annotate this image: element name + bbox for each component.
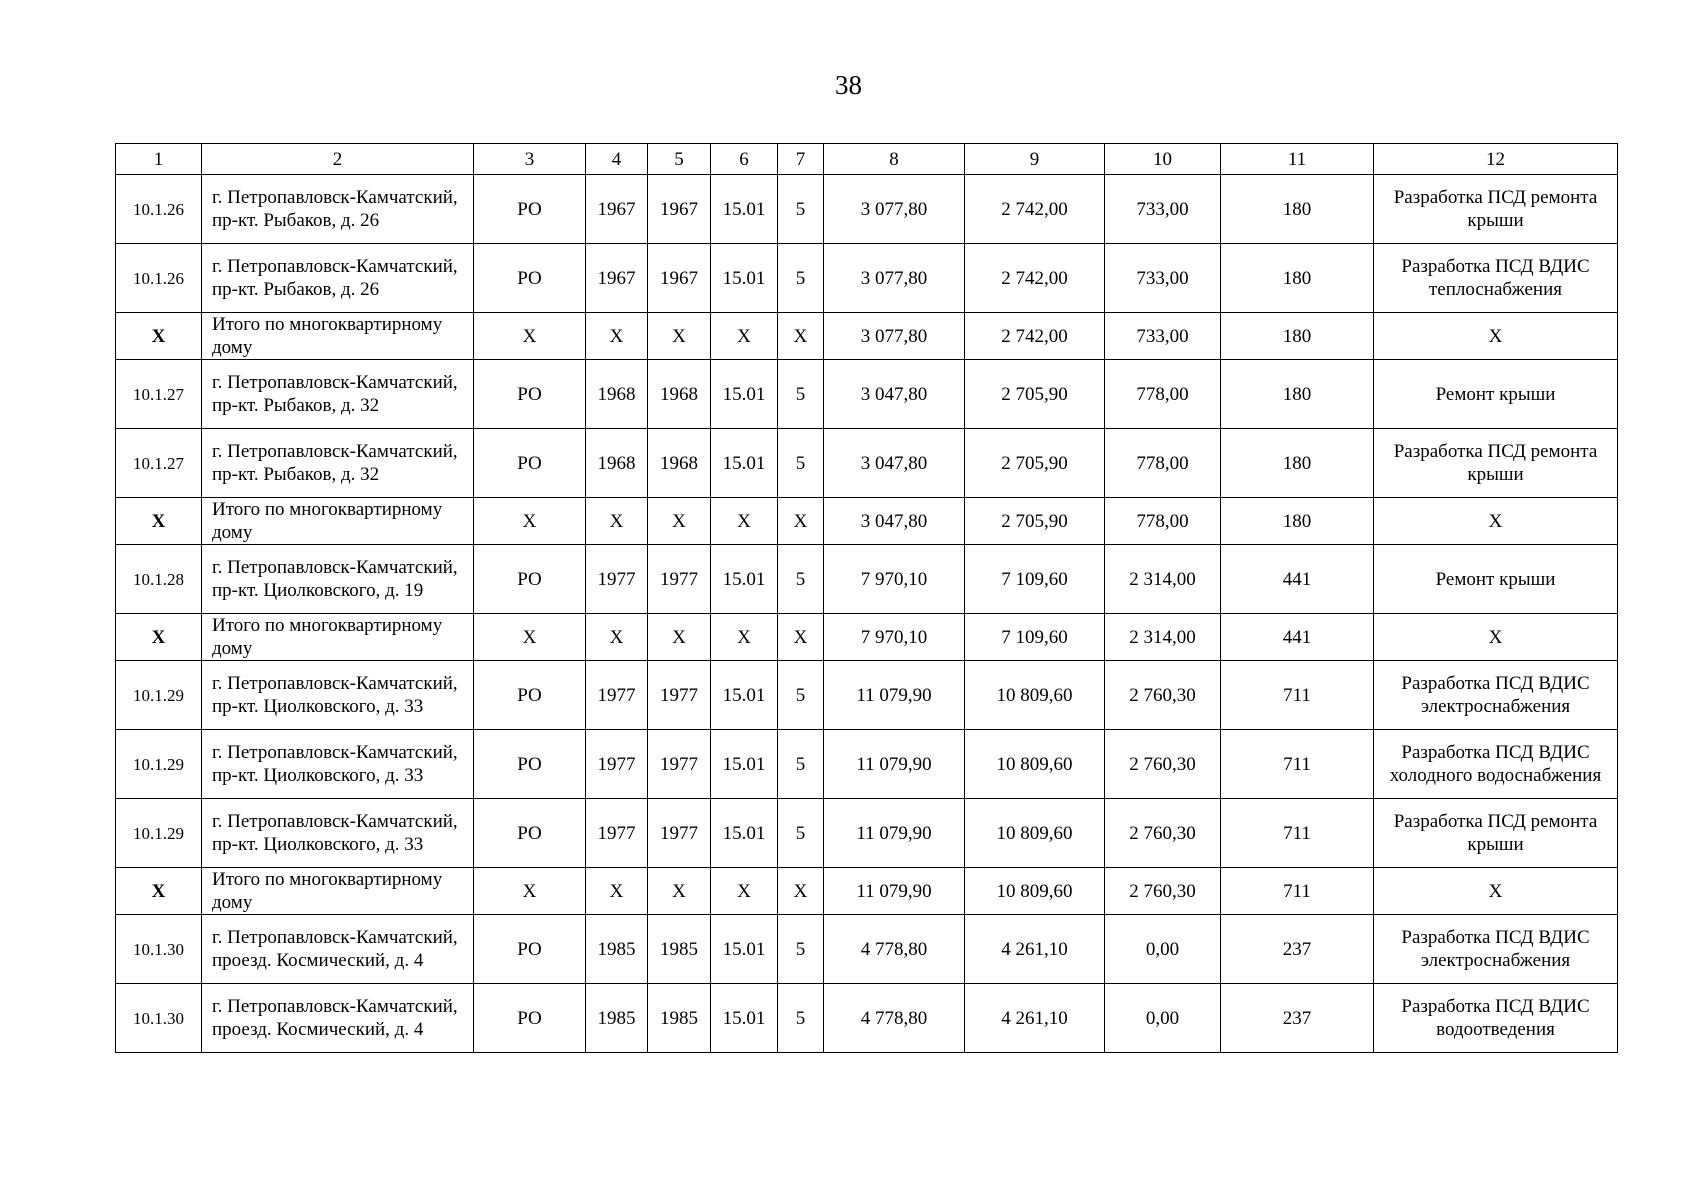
table-cell-col9: 2 705,90 xyxy=(965,360,1105,429)
page-number: 38 xyxy=(835,70,862,100)
table-row xyxy=(116,429,1618,498)
table-cell-col4: 1985 xyxy=(586,915,648,984)
table-cell-col7: 5 xyxy=(778,915,824,984)
table-cell-col7: Х xyxy=(778,868,824,915)
table-cell-col7: 5 xyxy=(778,730,824,799)
table-cell-col5: 1985 xyxy=(648,915,711,984)
table-cell-col10: 778,00 xyxy=(1105,429,1221,498)
table-cell-col2: г. Петропавловск-Камчатский, пр-кт. Рыбаков, д. 26 xyxy=(202,175,474,244)
table-cell-col7: 5 xyxy=(778,175,824,244)
table-cell-col3: РО xyxy=(474,661,586,730)
table-cell-col8: 3 077,80 xyxy=(824,175,965,244)
table-cell-col11: 711 xyxy=(1221,730,1374,799)
table-cell-col5: Х xyxy=(648,498,711,545)
table-cell-col10: 733,00 xyxy=(1105,244,1221,313)
column-header: 1 xyxy=(116,144,202,175)
table-cell-col8: 4 778,80 xyxy=(824,915,965,984)
table-cell-col1: Х xyxy=(116,614,202,661)
table-cell-col1: Х xyxy=(116,868,202,915)
table-cell-col11: 180 xyxy=(1221,175,1374,244)
table-cell-col8: 7 970,10 xyxy=(824,614,965,661)
header-row xyxy=(116,144,1618,175)
table-cell-col10: 0,00 xyxy=(1105,984,1221,1053)
table-cell-col9: 10 809,60 xyxy=(965,799,1105,868)
table-cell-col4: Х xyxy=(586,868,648,915)
table-cell-col8: 7 970,10 xyxy=(824,545,965,614)
table-cell-col3: РО xyxy=(474,915,586,984)
table-cell-col4: 1967 xyxy=(586,244,648,313)
table-cell-col5: 1967 xyxy=(648,175,711,244)
table-cell-col2: г. Петропавловск-Камчатский, пр-кт. Циолковского, д. 33 xyxy=(202,730,474,799)
table-cell-col5: 1967 xyxy=(648,244,711,313)
table-cell-col1: 10.1.29 xyxy=(116,799,202,868)
table-cell-col6: 15.01 xyxy=(711,799,778,868)
table-cell-col3: Х xyxy=(474,614,586,661)
table-cell-col4: Х xyxy=(586,614,648,661)
table-cell-col12: Разработка ПСД ремонта крыши xyxy=(1374,429,1618,498)
register-table xyxy=(115,143,1618,1053)
table-cell-col6: 15.01 xyxy=(711,730,778,799)
table-cell-col10: 2 314,00 xyxy=(1105,545,1221,614)
table-row xyxy=(116,244,1618,313)
table-cell-col12: Разработка ПСД ремонта крыши xyxy=(1374,799,1618,868)
table-cell-col9: 4 261,10 xyxy=(965,984,1105,1053)
table-cell-col9: 2 742,00 xyxy=(965,175,1105,244)
table-cell-col3: РО xyxy=(474,429,586,498)
table-cell-col11: 441 xyxy=(1221,614,1374,661)
table-cell-col9: 4 261,10 xyxy=(965,915,1105,984)
table-cell-col5: 1968 xyxy=(648,429,711,498)
table-cell-col9: 7 109,60 xyxy=(965,614,1105,661)
table-cell-col7: Х xyxy=(778,498,824,545)
table-cell-col7: 5 xyxy=(778,360,824,429)
table-cell-col4: 1985 xyxy=(586,984,648,1053)
table-cell-col3: РО xyxy=(474,175,586,244)
table-cell-col5: Х xyxy=(648,868,711,915)
table-cell-col11: 237 xyxy=(1221,915,1374,984)
table-cell-col6: Х xyxy=(711,868,778,915)
table-cell-col3: РО xyxy=(474,545,586,614)
table-cell-col8: 3 047,80 xyxy=(824,360,965,429)
table-cell-col10: 733,00 xyxy=(1105,313,1221,360)
table-cell-col6: Х xyxy=(711,498,778,545)
total-row xyxy=(116,313,1618,360)
table-row xyxy=(116,799,1618,868)
column-header: 2 xyxy=(202,144,474,175)
total-row xyxy=(116,868,1618,915)
column-header: 12 xyxy=(1374,144,1618,175)
table-cell-col2: г. Петропавловск-Камчатский, проезд. Космический, д. 4 xyxy=(202,915,474,984)
table-cell-col3: РО xyxy=(474,360,586,429)
column-header: 7 xyxy=(778,144,824,175)
table-row xyxy=(116,545,1618,614)
table-cell-col10: 778,00 xyxy=(1105,498,1221,545)
table-cell-col6: 15.01 xyxy=(711,545,778,614)
table-cell-col2: Итого по многоквартирному дому xyxy=(202,868,474,915)
table-cell-col10: 2 760,30 xyxy=(1105,868,1221,915)
table-cell-col8: 11 079,90 xyxy=(824,661,965,730)
table-cell-col8: 11 079,90 xyxy=(824,730,965,799)
table-cell-col7: 5 xyxy=(778,545,824,614)
table-cell-col5: 1977 xyxy=(648,730,711,799)
table-cell-col1: 10.1.30 xyxy=(116,984,202,1053)
table-cell-col3: РО xyxy=(474,984,586,1053)
table-cell-col11: 180 xyxy=(1221,360,1374,429)
table-cell-col4: 1977 xyxy=(586,730,648,799)
table-cell-col12: Разработка ПСД ВДИС теплоснабжения xyxy=(1374,244,1618,313)
table-cell-col3: Х xyxy=(474,313,586,360)
table-cell-col10: 2 760,30 xyxy=(1105,730,1221,799)
table-cell-col6: 15.01 xyxy=(711,915,778,984)
column-header: 9 xyxy=(965,144,1105,175)
table-cell-col3: Х xyxy=(474,868,586,915)
table-cell-col4: 1977 xyxy=(586,661,648,730)
table-cell-col4: Х xyxy=(586,498,648,545)
table-cell-col10: 2 760,30 xyxy=(1105,661,1221,730)
table-cell-col6: 15.01 xyxy=(711,429,778,498)
table-cell-col8: 3 077,80 xyxy=(824,313,965,360)
table-cell-col2: г. Петропавловск-Камчатский, пр-кт. Циолковского, д. 19 xyxy=(202,545,474,614)
table-cell-col9: 2 742,00 xyxy=(965,313,1105,360)
table-cell-col12: Х xyxy=(1374,614,1618,661)
table-cell-col2: г. Петропавловск-Камчатский, пр-кт. Циолковского, д. 33 xyxy=(202,661,474,730)
table-cell-col3: РО xyxy=(474,730,586,799)
table-row xyxy=(116,175,1618,244)
table-cell-col10: 778,00 xyxy=(1105,360,1221,429)
table-cell-col4: 1977 xyxy=(586,545,648,614)
table-cell-col6: 15.01 xyxy=(711,984,778,1053)
total-row xyxy=(116,614,1618,661)
table-cell-col9: 2 742,00 xyxy=(965,244,1105,313)
table-cell-col4: 1977 xyxy=(586,799,648,868)
table-cell-col1: 10.1.29 xyxy=(116,730,202,799)
table-cell-col1: 10.1.27 xyxy=(116,429,202,498)
column-header: 6 xyxy=(711,144,778,175)
table-cell-col7: 5 xyxy=(778,799,824,868)
table-cell-col11: 711 xyxy=(1221,868,1374,915)
table-cell-col9: 2 705,90 xyxy=(965,498,1105,545)
table-cell-col8: 11 079,90 xyxy=(824,868,965,915)
table-cell-col11: 180 xyxy=(1221,429,1374,498)
table-cell-col6: Х xyxy=(711,313,778,360)
table-cell-col2: Итого по многоквартирному дому xyxy=(202,498,474,545)
table-cell-col4: Х xyxy=(586,313,648,360)
table-cell-col4: 1968 xyxy=(586,360,648,429)
table-cell-col7: 5 xyxy=(778,984,824,1053)
table-cell-col11: 711 xyxy=(1221,799,1374,868)
table-cell-col6: 15.01 xyxy=(711,360,778,429)
table-cell-col10: 2 314,00 xyxy=(1105,614,1221,661)
table-cell-col1: 10.1.27 xyxy=(116,360,202,429)
table-cell-col11: 441 xyxy=(1221,545,1374,614)
table-row xyxy=(116,730,1618,799)
table-cell-col6: Х xyxy=(711,614,778,661)
table-cell-col9: 7 109,60 xyxy=(965,545,1105,614)
table-cell-col8: 3 077,80 xyxy=(824,244,965,313)
table-cell-col1: Х xyxy=(116,313,202,360)
table-cell-col8: 4 778,80 xyxy=(824,984,965,1053)
table-cell-col1: 10.1.26 xyxy=(116,244,202,313)
table-row xyxy=(116,984,1618,1053)
table-cell-col6: 15.01 xyxy=(711,661,778,730)
table-cell-col2: г. Петропавловск-Камчатский, пр-кт. Рыбаков, д. 26 xyxy=(202,244,474,313)
table-cell-col10: 733,00 xyxy=(1105,175,1221,244)
table-cell-col11: 180 xyxy=(1221,498,1374,545)
table-cell-col6: 15.01 xyxy=(711,244,778,313)
table-cell-col7: Х xyxy=(778,614,824,661)
table-cell-col12: Ремонт крыши xyxy=(1374,360,1618,429)
table-cell-col11: 180 xyxy=(1221,313,1374,360)
table-cell-col7: 5 xyxy=(778,244,824,313)
table-cell-col8: 3 047,80 xyxy=(824,498,965,545)
table-cell-col6: 15.01 xyxy=(711,175,778,244)
column-header: 11 xyxy=(1221,144,1374,175)
table-cell-col12: Х xyxy=(1374,498,1618,545)
table-cell-col10: 2 760,30 xyxy=(1105,799,1221,868)
table-cell-col12: Ремонт крыши xyxy=(1374,545,1618,614)
table-cell-col12: Разработка ПСД ВДИС электроснабжения xyxy=(1374,661,1618,730)
table-cell-col1: 10.1.26 xyxy=(116,175,202,244)
table-row xyxy=(116,915,1618,984)
column-header: 8 xyxy=(824,144,965,175)
table-cell-col9: 10 809,60 xyxy=(965,868,1105,915)
table-cell-col7: 5 xyxy=(778,661,824,730)
table-cell-col12: Х xyxy=(1374,313,1618,360)
table-cell-col9: 10 809,60 xyxy=(965,661,1105,730)
table-cell-col7: 5 xyxy=(778,429,824,498)
table-cell-col5: 1985 xyxy=(648,984,711,1053)
table-cell-col2: г. Петропавловск-Камчатский, пр-кт. Рыбаков, д. 32 xyxy=(202,360,474,429)
table-cell-col5: 1968 xyxy=(648,360,711,429)
table-cell-col2: г. Петропавловск-Камчатский, пр-кт. Циолковского, д. 33 xyxy=(202,799,474,868)
table-cell-col8: 11 079,90 xyxy=(824,799,965,868)
column-header: 5 xyxy=(648,144,711,175)
table-cell-col5: Х xyxy=(648,313,711,360)
table-cell-col2: Итого по многоквартирному дому xyxy=(202,614,474,661)
table-row xyxy=(116,360,1618,429)
table-cell-col12: Разработка ПСД ВДИС холодного водоснабжения xyxy=(1374,730,1618,799)
table-row xyxy=(116,661,1618,730)
table-cell-col2: Итого по многоквартирному дому xyxy=(202,313,474,360)
table-cell-col8: 3 047,80 xyxy=(824,429,965,498)
table-cell-col12: Х xyxy=(1374,868,1618,915)
table-cell-col5: 1977 xyxy=(648,661,711,730)
column-header: 4 xyxy=(586,144,648,175)
table-cell-col5: Х xyxy=(648,614,711,661)
table-cell-col1: 10.1.28 xyxy=(116,545,202,614)
table-cell-col2: г. Петропавловск-Камчатский, пр-кт. Рыбаков, д. 32 xyxy=(202,429,474,498)
total-row xyxy=(116,498,1618,545)
table-cell-col12: Разработка ПСД ВДИС водоотведения xyxy=(1374,984,1618,1053)
table-cell-col1: 10.1.30 xyxy=(116,915,202,984)
column-header: 3 xyxy=(474,144,586,175)
table-cell-col11: 180 xyxy=(1221,244,1374,313)
table-cell-col12: Разработка ПСД ремонта крыши xyxy=(1374,175,1618,244)
table-cell-col10: 0,00 xyxy=(1105,915,1221,984)
table-cell-col1: 10.1.29 xyxy=(116,661,202,730)
table-cell-col4: 1968 xyxy=(586,429,648,498)
table-cell-col12: Разработка ПСД ВДИС электроснабжения xyxy=(1374,915,1618,984)
table-cell-col5: 1977 xyxy=(648,799,711,868)
table-cell-col4: 1967 xyxy=(586,175,648,244)
table-cell-col9: 10 809,60 xyxy=(965,730,1105,799)
table-cell-col2: г. Петропавловск-Камчатский, проезд. Космический, д. 4 xyxy=(202,984,474,1053)
table-cell-col9: 2 705,90 xyxy=(965,429,1105,498)
table-cell-col7: Х xyxy=(778,313,824,360)
table-cell-col11: 711 xyxy=(1221,661,1374,730)
table-cell-col11: 237 xyxy=(1221,984,1374,1053)
table-cell-col3: Х xyxy=(474,498,586,545)
table-cell-col1: Х xyxy=(116,498,202,545)
column-header: 10 xyxy=(1105,144,1221,175)
table-cell-col5: 1977 xyxy=(648,545,711,614)
table-cell-col3: РО xyxy=(474,799,586,868)
table-cell-col3: РО xyxy=(474,244,586,313)
